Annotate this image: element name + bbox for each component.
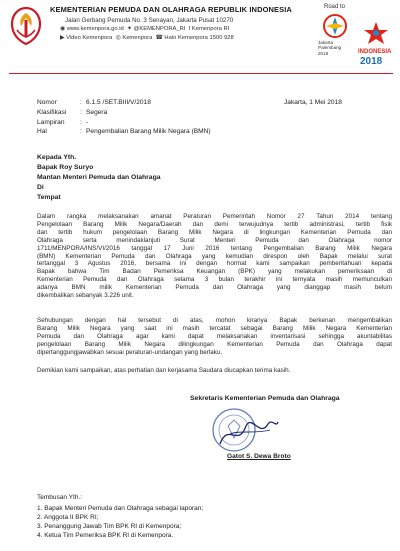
paragraph-line: Pemuda dan Olahraga agar kami dapat melaksanakan inventarisasi sehingga akuntabilitas [37,332,392,340]
klasifikasi-value: Segera [86,109,108,116]
video-channel[interactable]: Video Kemenpora [66,35,113,41]
signatory-title: Sekretaris Kementerian Pemuda dan Olahraga [190,395,340,402]
official-stamp-signature [210,404,280,456]
recipient-greeting: Kepada Yth. [37,154,77,161]
paragraph-line: Demikian kami sampaikan, atas perhatian dan kerjasama Saudara diucapkan terima kasih. [37,367,291,374]
body-paragraph-1 [37,213,392,300]
recipient-di: Di [37,184,44,191]
header-divider [9,73,393,74]
paragraph-line: Dalam rangka melaksanakan amanat Peraturan Pemerintah Nomor 27 Tahun 2014 tentang [37,213,392,220]
paragraph-line: Pengelolaan Barang Milik Negara/Daerah dan demi terwujudnya tertib administrasi, tertib fisik [37,220,392,228]
cc-item: 3. Penanggung Jawab Tim BPK RI di Kemenpora; [37,523,182,530]
body-paragraph-2 [37,317,392,357]
separator: : [80,99,82,106]
twitter-icon: ✦ [126,26,132,32]
separator: : [80,119,82,126]
recipient-title: Mantan Menteri Pemuda dan Olahraga [37,174,161,181]
lampiran-value: - [86,119,89,126]
contacts-row-1 [60,26,229,32]
road-to-label: Road to [324,4,346,10]
paragraph-line: adanya BMN milik Kementerian Pemuda dan Olahraga yang dianggap masih belum [37,284,392,292]
signatory-name: Gatot S. Dewa Broto [227,453,291,460]
paragraph-line: Bapak bahwa Tim Badan Pemeriksa Keuangan (BPK) yang melakukan pemeriksaan di [37,268,392,276]
ministry-name: KEMENTERIAN PEMUDA DAN OLAHRAGA REPUBLIK INDONESIA [50,5,292,14]
hal-label: Hal [37,128,47,135]
asian-games-badge [316,4,394,72]
paragraph-line: dikembalikan sebanyak 3.226 unit. [37,292,134,300]
nomor-label: Nomor [37,99,57,106]
cc-label: Tembusan Yth.: [37,494,83,501]
paragraph-line: Olahraga serta menindaklanjuti Surat Menteri Pemuda dan Olahraga nomor [37,236,392,244]
ministry-address: Jalan Gerbang Pemuda No. 3 Senayan, Jakarta Pusat 10270 [65,17,234,24]
paragraph-line: pengelolaan Barang Milik Negara dilingkungan Kementerian Pemuda dan Olahraga dapat [37,340,392,348]
letter-date: Jakarta, 1 Mei 2018 [284,99,342,106]
cc-item: 1. Bapak Menteri Pemuda dan Olahraga sebagai laporan; [37,505,204,512]
paragraph-line: Kementerian Pemuda dan Olahraga selama 3 bulan terakhir ini ternyata masih memunculkan [37,276,392,284]
website-link[interactable]: www.kemenpora.go.id [66,26,124,32]
instagram-icon: ◎ [115,35,121,41]
lampiran-label: Lampiran [37,119,65,126]
instagram-account[interactable]: Kemenpora [122,35,153,41]
paragraph-line: tertanggal 3 Agustus 2016, bersama ini dengan hormat kami sampaikan pemberitahuan kepada [37,260,392,268]
cc-item: 4. Ketua Tim Pemeriksa BPK RI di Kemenpora. [37,532,174,539]
paragraph-line: Barang Milik Negara yang saat ini masih tercatat sebagai Barang Milik Negara Kementerian [37,324,392,332]
hotline[interactable]: Halo Kemenpora 1500 928 [164,35,234,41]
host-cities: Jakarta Palembang [318,40,342,50]
recipient-place: Tempat [37,194,61,201]
paragraph-line: dipertanggungjawabkan sesuai peraturan-undangan yang berlaku. [37,348,223,356]
separator: : [80,128,82,135]
video-icon: ▶ [60,35,65,41]
nomor-value: 6.1.5 /SET.BIII/V/2018 [86,99,151,106]
facebook-icon: f [188,26,191,32]
twitter-handle[interactable]: @KEMENPORA_RI [133,26,186,32]
klasifikasi-label: Klasifikasi [37,109,67,116]
host-year: 2018 [318,51,329,56]
recipient-name: Bapak Roy Suryo [37,164,94,171]
web-icon: ◉ [60,26,66,32]
phone-icon: ☎ [155,35,163,41]
body-paragraph-3 [37,367,392,375]
paragraph-line: 1711/MENPORA/INS/VI/2016 tanggal 17 Juni 2016 tentang Pengembalian Barang Milik Negara [37,244,392,252]
cc-item: 2. Anggota II BPK RI; [37,514,99,521]
paragraph-line: Sehubungan dengan hal tersebut di atas, mohon kiranya Bapak berkenan mengembalikan [37,317,392,324]
energy-of-asia-icon [362,20,390,48]
facebook-page[interactable]: Kemenpora RI [191,26,230,32]
country-label: INDONESIA [358,49,392,55]
asian-games-emblem-icon [320,13,350,39]
hal-value: Pengembalian Barang Milik Negara (BMN) [86,128,211,135]
paragraph-line: (BMN) Kementerian Pemuda dan Olahraga yang kemudian direspon oleh Bapak melalui surat [37,252,392,260]
paragraph-line: dan tertib hukum pengelolaan Barang Milik Negara di lingkungan Kementerian Pemuda dan [37,228,392,236]
kemenpora-logo [9,6,43,46]
separator: : [80,109,82,116]
contacts-row-2 [60,35,234,41]
year-label: 2018 [360,56,383,67]
